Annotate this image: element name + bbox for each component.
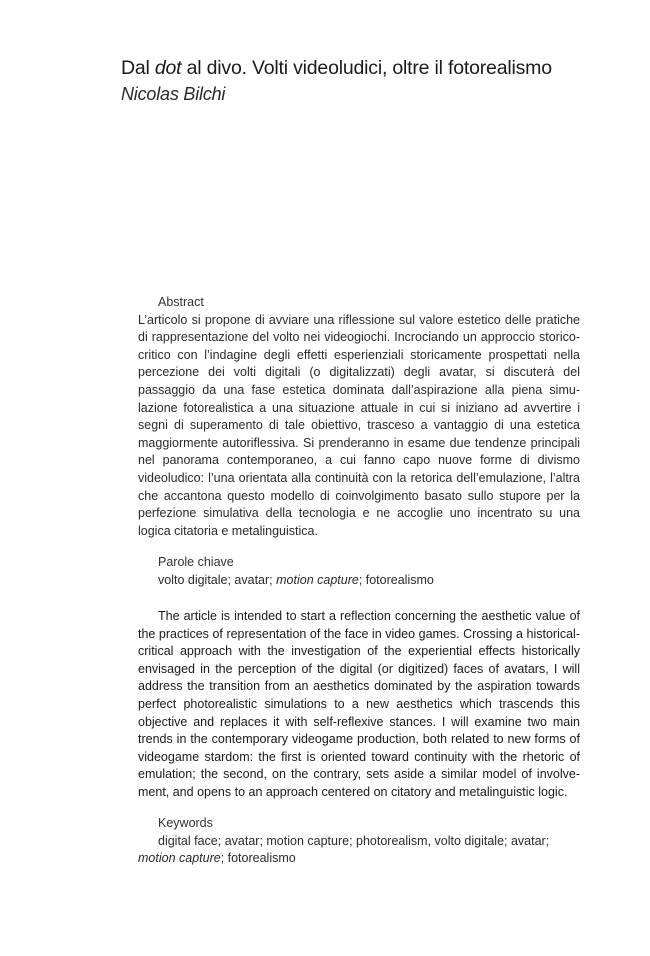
title-part-1: Dal [121, 57, 155, 79]
keywords-label-italian: Parole chiave [158, 555, 234, 569]
keywords-en-italic: motion capture [138, 851, 221, 866]
title-italic-word: dot [154, 57, 182, 79]
abstract-label: Abstract [158, 295, 204, 309]
keywords-italian [138, 554, 580, 589]
abstract-english [138, 608, 580, 802]
abstract-text-italian: L’articolo si propone di avviare una riflessione sul valore estetico delle pratiche di rappresentazione del volto nei videogiochi. Incrociando un approccio storico-critico con l’indagine degli effetti esperienziali storicamente prospettati nella percezione dei volti digitali (o digitalizzati) degli avatar, si discuterà del passaggio da una fase estetica dominata dall’aspirazione alla piena simulazione fotorealistica a una situazione attuale in cui si iniziano ad avvertire i segni di superamento di tale obiettivo, trasceso a vantaggio di una estetica maggiormente autoriflessiva. Si prenderanno in esame due tendenze principali nel panorama contemporaneo, a cui fanno capo nuove forme di divismo videoludico: l’una orientata alla continuità con la retorica dell’emulazione, l’altra che accantona questo modello di coinvolgimento basato sullo stupore per la perfezione simulativa della tecnologia e ne accoglie uno incentrato su una logica citatoria e metalinguistica. [138, 312, 580, 538]
abstract-italian [138, 294, 580, 540]
title-part-2: al divo. Volti videoludici, oltre il fotorealismo [181, 57, 552, 79]
keywords-en-part-2: ; fotorealismo [220, 851, 296, 866]
article-title [121, 55, 601, 81]
keywords-english [138, 815, 580, 868]
keywords-it-part-1: volto digitale; avatar; [158, 572, 277, 587]
keywords-list-english-cont [138, 850, 580, 868]
author-name: Nicolas Bilchi [121, 84, 226, 104]
keywords-list-english: digital face; avatar; motion capture; photorealism, volto digitale; avatar; [158, 833, 550, 848]
keywords-list-italian [138, 572, 580, 590]
abstract-text-english: The article is intended to start a reflection concerning the aesthetic value of the practices of representation of the face in video games. Crossing a historical-critical approach with the investigation of the experiential effects historically envisaged in the perception of the digital (or digitized) faces of avatars, I will address the transition from an aesthetics dominated by the aspiration towards perfect photorealistic simulations to a new aesthetics which trascends this objective and replaces it with self-reflexive stances. I will examine two main trends in the contemporary videogame production, both related to new forms of videogame stardom: the first is oriented toward continuity with the rhetoric of emulation; the second, on the contrary, sets aside a similar model of involvement, and opens to an approach centered on citatory and metalinguistic logic. [138, 609, 580, 799]
keywords-it-italic: motion capture [276, 572, 359, 587]
keywords-it-part-2: ; fotorealismo [358, 572, 434, 587]
keywords-label-english: Keywords [158, 816, 213, 830]
